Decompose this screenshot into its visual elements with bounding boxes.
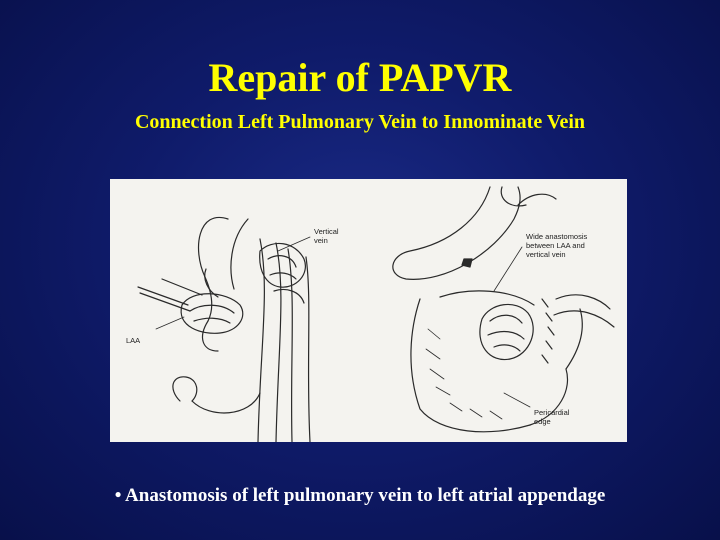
surgical-illustration	[110, 179, 627, 442]
label-vertical-vein-line1: Vertical	[314, 227, 339, 236]
bullet-point: • Anastomosis of left pulmonary vein to left atrial appendage	[114, 485, 606, 506]
label-wide-anastomosis-line3: vertical vein	[526, 250, 566, 259]
slide-subtitle: Connection Left Pulmonary Vein to Innominate Vein	[134, 111, 586, 133]
label-laa: LAA	[126, 336, 141, 345]
slide-title: Repair of PAPVR	[208, 55, 512, 100]
label-pericardial-edge-line1: Pericardial	[534, 408, 570, 417]
label-wide-anastomosis-line2: between LAA and	[526, 241, 585, 250]
label-vertical-vein-line2: vein	[314, 236, 328, 245]
label-pericardial-edge-line2: edge	[534, 417, 551, 426]
label-wide-anastomosis-line1: Wide anastomosis	[526, 232, 588, 241]
